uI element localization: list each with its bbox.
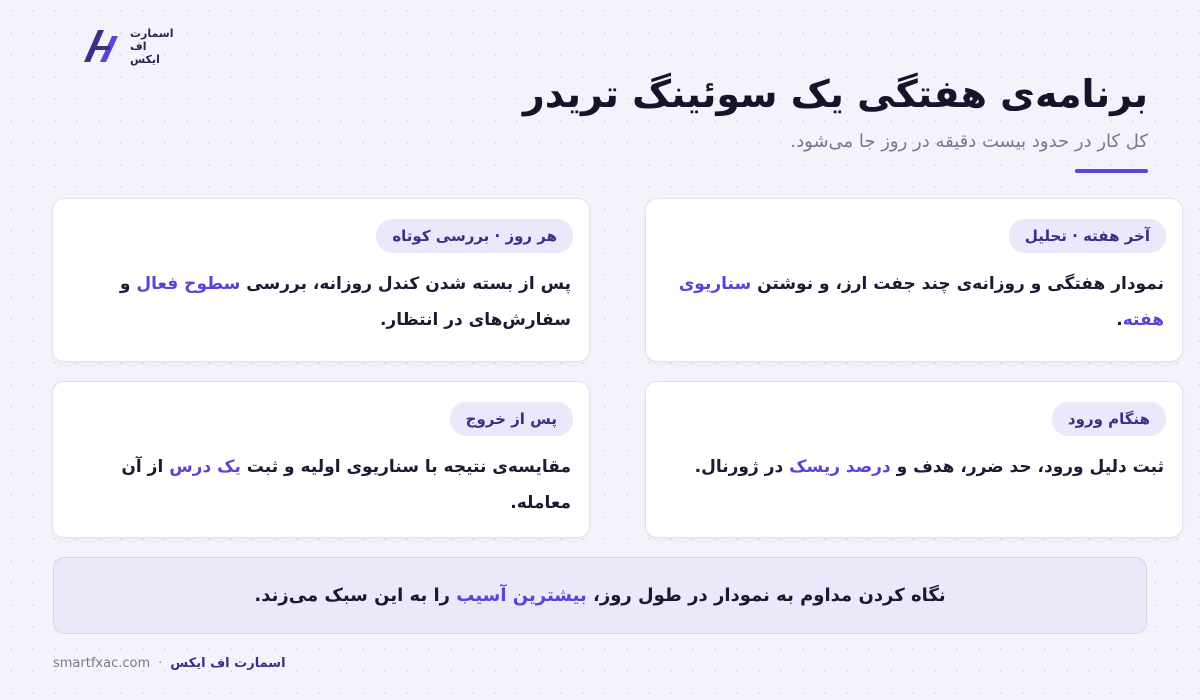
card-text	[75, 449, 573, 521]
card-weekend-analysis	[645, 198, 1183, 362]
card-text-before: مقایسه‌ی نتیجه با سناریوی اولیه و ثبت	[240, 457, 571, 477]
card-text-after: .	[1116, 310, 1123, 330]
banner-highlight: بیشترین آسیب	[456, 585, 587, 606]
card-text-after: و سفارش‌های در انتظار.	[119, 274, 571, 330]
card-text-after: در ژورنال.	[694, 457, 790, 477]
card-text	[75, 266, 573, 338]
card-highlight: سناریوی هفته	[678, 274, 1164, 330]
card-tag: آخر هفته · تحلیل	[1009, 219, 1166, 253]
logo-mark-icon	[78, 26, 122, 66]
card-tag: هر روز · بررسی کوتاه	[376, 219, 573, 253]
logo-line-1: اسمارت	[130, 26, 174, 40]
footer-separator: ·	[158, 656, 163, 671]
card-text-after: از آن معامله.	[121, 457, 571, 513]
page-subtitle: کل کار در حدود بیست دقیقه در روز جا می‌شود.	[790, 131, 1148, 152]
card-text	[668, 449, 1166, 485]
card-tag: هنگام ورود	[1052, 402, 1166, 436]
card-daily-review	[52, 198, 590, 362]
card-text-before: پس از بسته شدن کندل روزانه، بررسی	[240, 274, 571, 294]
card-text-before: ثبت دلیل ورود، حد ضرر، هدف و	[890, 457, 1164, 477]
brand-logo	[78, 26, 173, 66]
logo-wordmark	[130, 27, 173, 66]
banner-text	[254, 585, 945, 606]
card-highlight: سطوح فعال	[136, 274, 241, 294]
footer-brand: اسمارت اف ایکس	[170, 656, 286, 671]
banner-text-after: را به این سبک می‌زند.	[254, 585, 457, 606]
banner-text-before: نگاه کردن مداوم به نمودار در طول روز،	[586, 585, 946, 606]
footer	[53, 656, 286, 671]
title-accent-rule	[1075, 169, 1148, 173]
logo-line-2: اف	[130, 39, 147, 53]
card-tag: پس از خروج	[450, 402, 573, 436]
page-title: برنامه‌ی هفتگی یک سوئینگ تریدر	[522, 72, 1148, 116]
card-highlight: درصد ریسک	[789, 457, 891, 477]
card-highlight: یک درس	[169, 457, 241, 477]
card-on-entry	[645, 381, 1183, 538]
footer-website[interactable]: smartfxac.com	[53, 656, 151, 671]
card-text	[668, 266, 1166, 338]
card-text-before: نمودار هفتگی و روزانه‌ی چند جفت ارز، و نوشتن	[751, 274, 1164, 294]
warning-banner	[53, 557, 1147, 634]
logo-line-3: ایکس	[130, 52, 160, 66]
card-after-exit	[52, 381, 590, 538]
